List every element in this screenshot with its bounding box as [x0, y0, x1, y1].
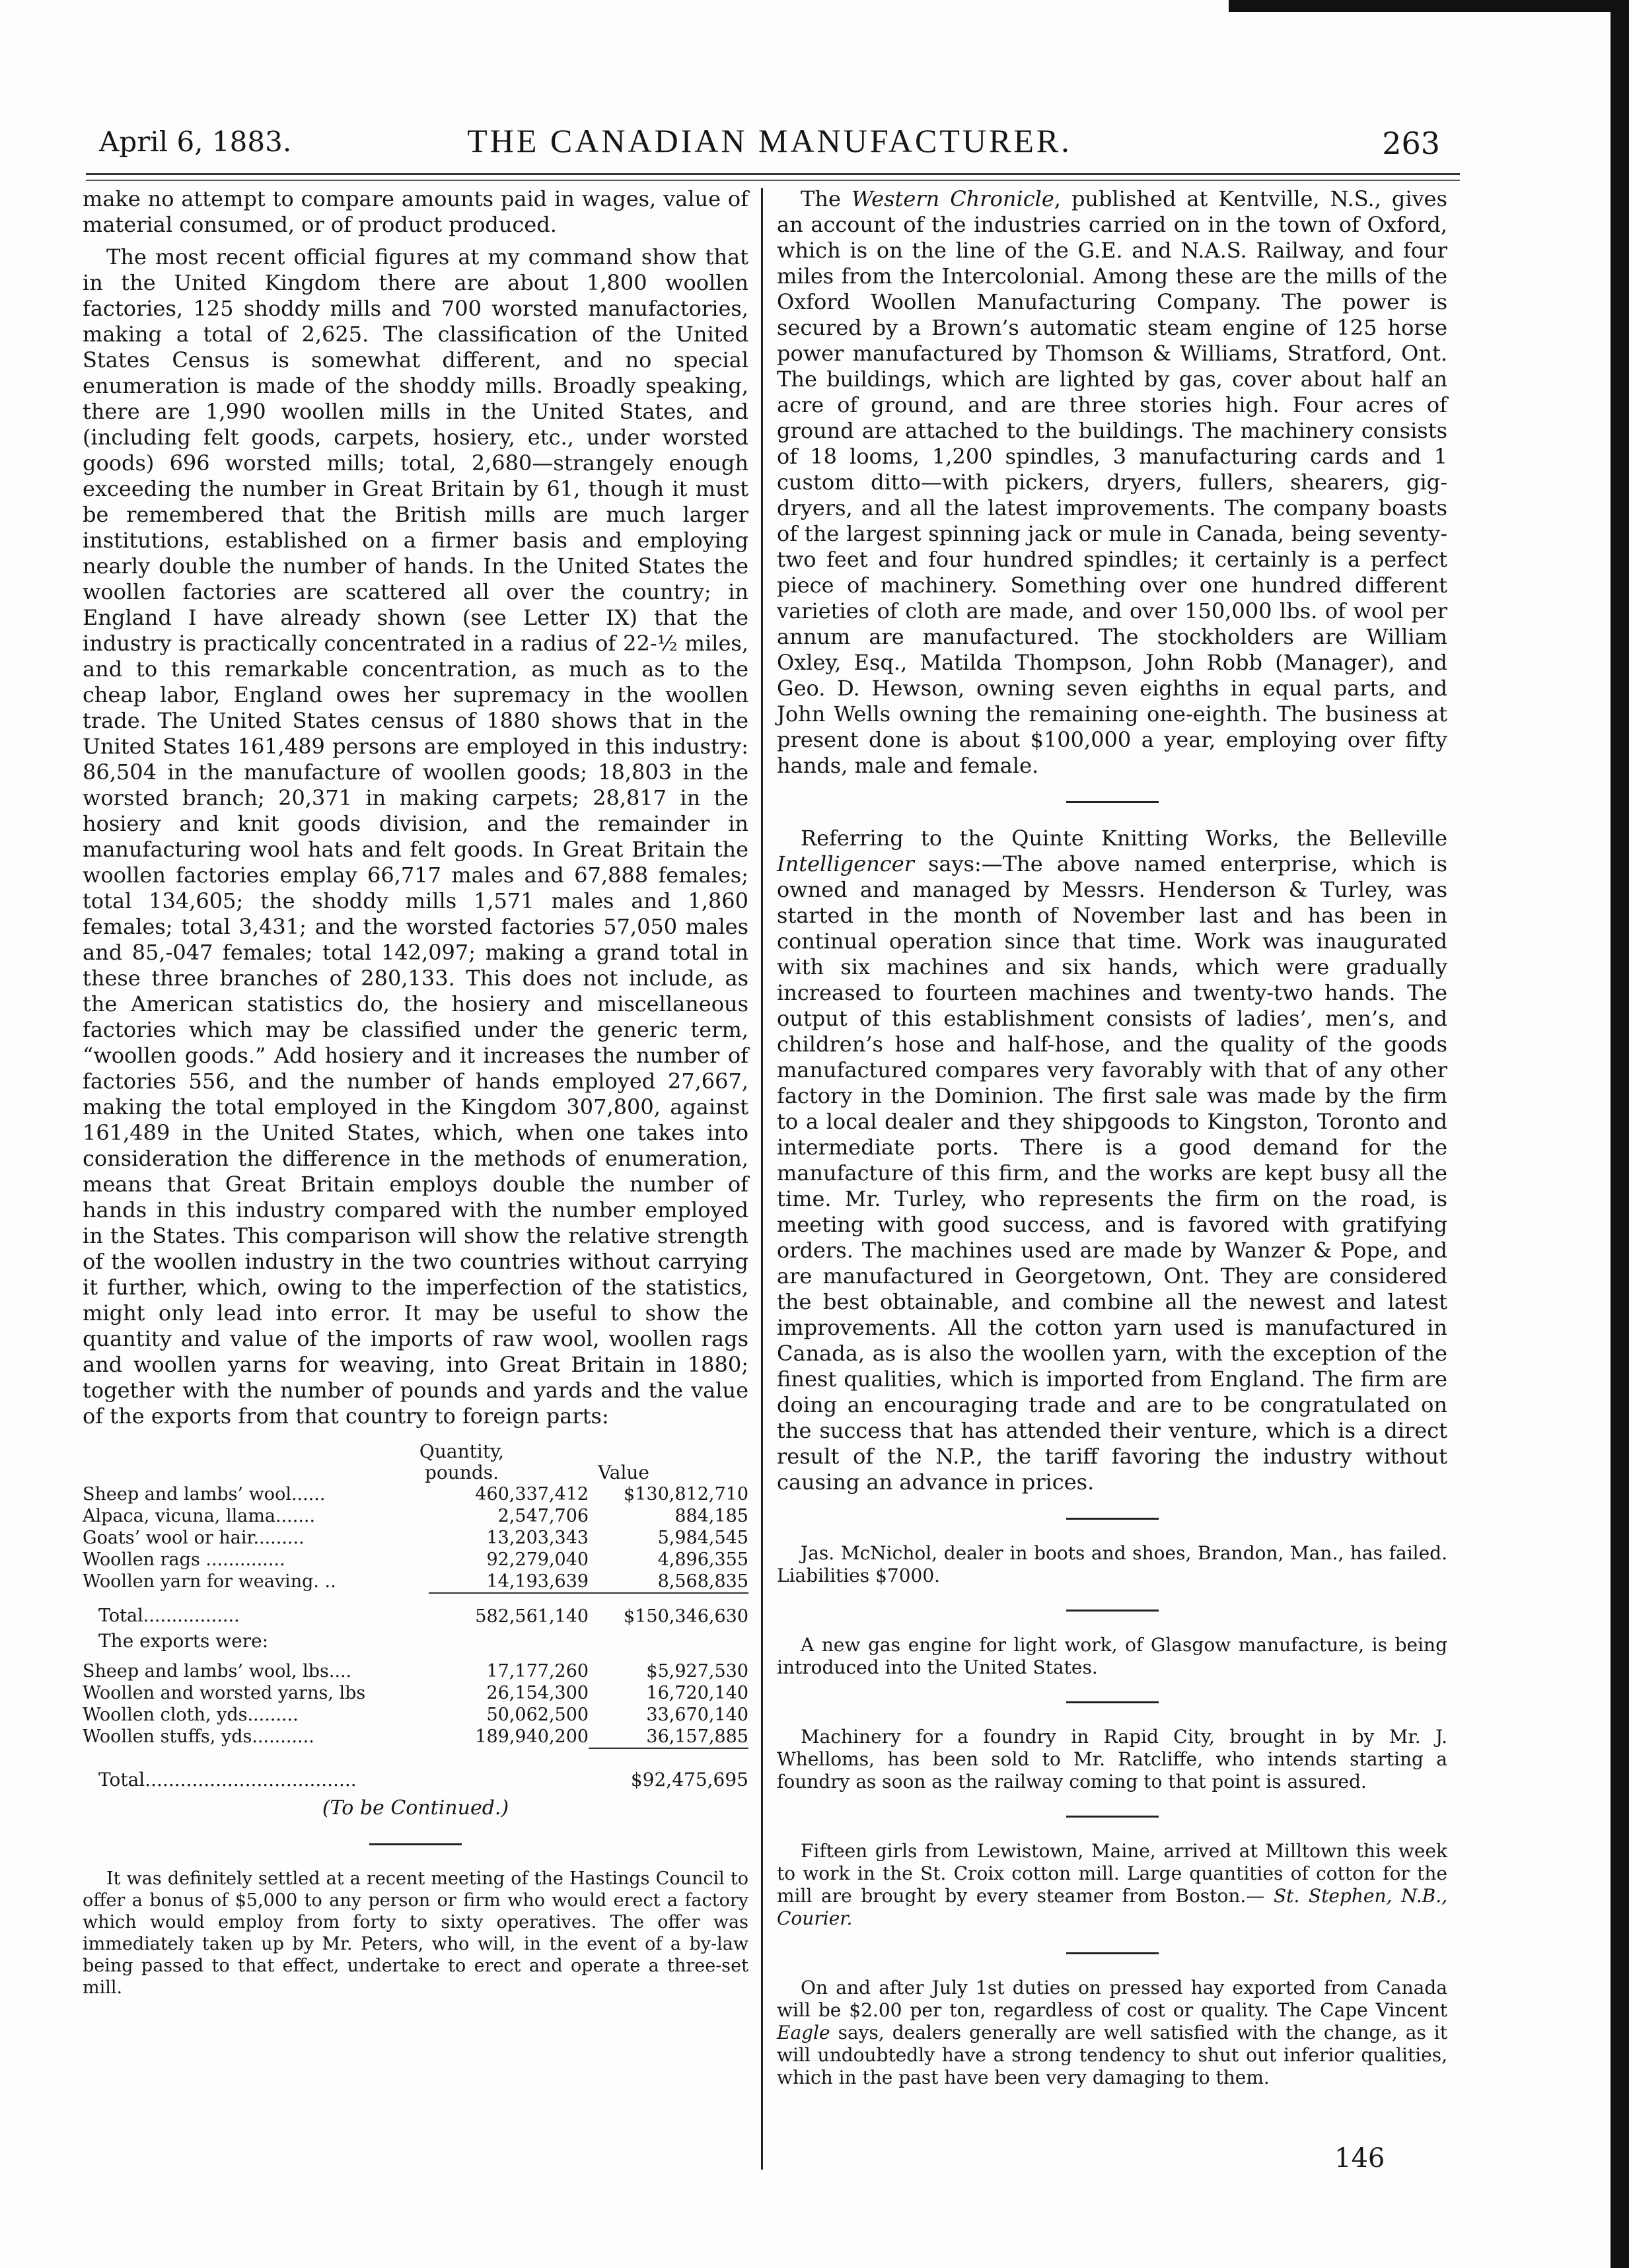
text-run: On and after July 1st duties on pressed hay exported from Canada will be $2.00 per ton, regardless of cost or quality. The Cape Vincent [777, 1977, 1447, 2021]
text-run: Fifteen girls from Lewistown, Maine, arrived at Milltown this week to work in the St. Croix cotton mill. Large quantities of cotton for the mill are brought by every steamer from Boston.— [777, 1840, 1447, 1907]
article-paragraph: Jas. McNichol, dealer in boots and shoes, Brandon, Man., has failed. Liabilities $7000. [777, 1542, 1447, 1586]
article-paragraph [777, 186, 1447, 779]
table-row [83, 1704, 748, 1726]
table-cell-value: 4,896,355 [657, 1549, 748, 1570]
value-header: Value [598, 1462, 649, 1483]
table-cell-value: 5,984,545 [657, 1528, 748, 1548]
publication-name: Intelligencer [777, 851, 914, 876]
imports-table [83, 1483, 748, 1627]
table-cell-value: 8,568,835 [589, 1571, 748, 1593]
article-paragraph: Machinery for a foundry in Rapid City, brought in by Mr. J. Whelloms, has been sold to Mr. Ratcliffe, who intends starting a foundry as soon as the railway coming to that point is assured. [777, 1726, 1447, 1792]
article-paragraph [777, 826, 1447, 1495]
section-separator [369, 1843, 462, 1845]
table-cell-value: 884,185 [674, 1506, 748, 1526]
table-row [83, 1726, 748, 1748]
article-paragraph: It was definitely settled at a recent meeting of the Hastings Council to offer a bonus of $5,000 to any person or firm who would erect a factory which would employ from forty to sixty operatives. The offer was immediately taken up by Mr. Peters, who will, in the event of a by-law being passed to that effect, undertake to erect and operate a three-set mill. [83, 1868, 748, 1998]
section-separator [1066, 1952, 1159, 1954]
publication-title: THE CANADIAN MANUFACTURER. [467, 122, 1072, 159]
page-number: 263 [1382, 125, 1440, 161]
article-paragraph: The most recent official figures at my command show that in the United Kingdom there are about 1,800 woollen factories, 125 shoddy mills and 700 worsted manufactories, making a total of 2,625. The classification of the United States Census is somewhat different, and no special enumeration is made of the shoddy mills. Broadly speaking, there are 1,990 woollen mills in the United States, and (including felt goods, carpets, hosiery, etc., under worsted goods) 696 worsted mills; total, 2,680—strangely enough exceeding the number in Great Britain by 61, though it must be remembered that the British mills are much larger institutions, established on a firmer basis and employing nearly double the number of hands. In the United States the woollen factories are scattered all over the country; in England I have already shown (see Letter IX) that the industry is practically concentrated in a radius of 22-½ miles, and to this remarkable concentration, as much as to the cheap labor, England owes her supremacy in the woollen trade. The United States census of 1880 shows that in the United States 161,489 persons are employed in this industry: 86,504 in the manufacture of woollen goods; 18,803 in the worsted branch; 20,371 in making carpets; 28,817 in the hosiery and knit goods division, and the remainder in manufacturing wool hats and felt goods. In Great Britain the woollen factories emplay 66,717 males and 67,888 females; total 134,605; the shoddy mills 1,571 males and 1,860 females; total 3,431; and the worsted factories 57,050 males and 85,-047 females; total 142,097; making a grand total in these three branches of 280,133. This does not include, as the American statistics do, the hosiery and miscellaneous factories which may be classified under the generic term, “woollen goods.” Add hosiery and it increases the number of factories 556, and the number of hands employed 27,667, making the total employed in the Kingdom 307,800, against 161,489 in the United States, which, when one takes into consideration the difference in the methods of enumeration, means that Great Britain employs double the number of hands in this industry compared with the number employed in the States. This comparison will show the relative strength of the woollen industry in the two countries without carrying it further, which, owing to the imperfection of the statistics, might only lead into error. It may be useful to show the quantity and value of the imports of raw wool, woollen rags and woollen yarns for weaving, into Great Britain in 1880; together with the number of pounds and yards and the value of the exports from that country to foreign parts: [83, 244, 748, 1429]
text-run: , published at Kentville, N.S., gives an account of the industries carried on in the town of Oxford, which is on the line of the G.E. and N.A.S. Railway, and four miles from the Intercolonial. Among these are the mills of the Oxford Woollen Manufacturing Company. The power is secured by a Brown’s automatic steam engine of 125 horse power manufactured by Thomson & Williams, Stratford, Ont. The buildings, which are lighted by gas, cover about half an acre of ground, and are three stories high. Four acres of ground are attached to the buildings. The machinery consists of 18 looms, 1,200 spindles, 3 manufacturing cards and 1 custom ditto—with pickers, dryers, fullers, shearers, gig-dryers, and all the latest improvements. The company boasts of the largest spinning jack or mule in Canada, being seventy-two feet and four hundred spindles; it certainly is a perfect piece of machinery. Something over one hundred different varieties of cloth are made, and over 150,000 lbs. of wool per annum are manufactured. The stockholders are William Oxley, Esq., Matilda Thompson, John Robb (Manager), and Geo. D. Hewson, owning seven eighths in equal parts, and John Wells owning the remaining one-eighth. The business at present done is about $100,000 a year, employing over fifty hands, male and female. [777, 186, 1448, 778]
right-column [777, 186, 1447, 2096]
table-cell-label: Sheep and lambs’ wool...... [83, 1484, 326, 1505]
table-cell-label: Woollen rags .............. [83, 1549, 285, 1570]
table-row [83, 1483, 748, 1505]
exports-table [83, 1660, 748, 1749]
table-cell-label: Woollen stuffs, yds........... [83, 1726, 314, 1747]
publication-name: Eagle [777, 2022, 830, 2043]
table-cell-qty: 50,062,500 [486, 1705, 589, 1725]
article-paragraph: make no attempt to compare amounts paid in wages, value of material consumed, or of product produced. [83, 186, 748, 237]
text-run: says, dealers generally are well satisfied with the change, as it will undoubtedly have a strong tendency to shut out inferior qualities, which in the past have been very damaging to them. [777, 2022, 1447, 2088]
table-cell-value: 16,720,140 [646, 1683, 748, 1703]
table-cell-qty: 460,337,412 [475, 1484, 589, 1505]
section-separator [1066, 1518, 1159, 1520]
table-cell-qty: 17,177,260 [486, 1661, 589, 1682]
table-row [83, 1527, 748, 1549]
table-cell-label: Total.................................... [98, 1769, 357, 1790]
table-cell-qty: 14,193,639 [429, 1571, 589, 1593]
text-run: The [801, 186, 851, 211]
header-rule-secondary [86, 180, 1460, 181]
text-run: Referring to the Quinte Knitting Works, the Belleville [801, 826, 1447, 851]
page-header [79, 119, 1460, 172]
table-cell-value: $92,475,695 [630, 1769, 748, 1790]
table-cell-value: $150,346,630 [624, 1606, 748, 1627]
table-cell-qty: 2,547,706 [497, 1506, 589, 1526]
table-cell-qty: 92,279,040 [486, 1549, 589, 1570]
table-cell-label: Goats’ wool or hair......... [83, 1528, 305, 1548]
scan-edge-top [1229, 0, 1629, 12]
table-cell-label: Sheep and lambs’ wool, lbs.... [83, 1661, 352, 1682]
article-paragraph [777, 1977, 1447, 2089]
article-paragraph [777, 1840, 1447, 1930]
folio-number: 146 [1334, 2143, 1385, 2174]
table-row [83, 1549, 748, 1571]
text-run: says:—The above named enterprise, which is owned and managed by Messrs. Henderson & Turley, was started in the month of November last and has been in continual operation since that time. Work was inaugurated with six machines and six hands, which were gradually increased to fourteen machines and twenty-two hands. The output of this establishment consists of ladies’, men’s, and children’s hose and half-hose, and the quality of the goods manufactured compares very favorably with that of any other factory in the Dominion. The first sale was made by the firm to a local dealer and they shipgoods to Kingston, Toronto and intermediate ports. There is a good demand for the manufacture of this firm, and the works are kept busy all the time. Mr. Turley, who represents the firm on the road, is meeting with good success, and is favored with gratifying orders. The machines used are made by Wanzer & Pope, and are manufactured in Georgetown, Ont. They are considered the best obtainable, and combine all the newest and latest improvements. All the cotton yarn used is manufactured in Canada, as is also the woollen yarn, with the exception of the finest qualities, which is imported from England. The firm are doing an encouraging trade and are to be congratulated on the success that has attended their venture, which is a direct result of the N.P., the tariff favoring the industry without causing an advance in prices. [777, 851, 1447, 1495]
table-cell-label: Woollen cloth, yds......... [83, 1705, 299, 1725]
quantity-header: Quantity, [419, 1440, 505, 1462]
section-separator [1066, 1701, 1159, 1703]
table-cell-value: 33,670,140 [646, 1705, 748, 1725]
table-cell-qty: 13,203,343 [486, 1528, 589, 1548]
table-cell-label: Total................. [98, 1606, 240, 1626]
table-cell-label: Alpaca, vicuna, llama....... [83, 1506, 316, 1526]
table-cell-qty: 189,940,200 [475, 1726, 589, 1747]
source-credit: St. Stephen, N.B., Courier. [777, 1885, 1448, 1929]
table-row [83, 1682, 748, 1704]
section-separator [1066, 801, 1159, 803]
publication-name: Western Chronicle [851, 186, 1054, 211]
table-cell-value: $130,812,710 [624, 1484, 748, 1505]
left-column [83, 186, 748, 2005]
header-rule [86, 173, 1460, 175]
scan-edge-right [1611, 0, 1629, 2268]
column-divider [761, 188, 763, 2170]
table-header [83, 1441, 748, 1483]
table-cell-label: Woollen yarn for weaving. .. [83, 1571, 336, 1592]
pounds-header: pounds. [424, 1462, 499, 1483]
exports-total-row [83, 1769, 748, 1791]
table-cell-value: $5,927,530 [646, 1661, 748, 1682]
table-row [83, 1571, 748, 1593]
table-row [83, 1505, 748, 1527]
section-separator [1066, 1816, 1159, 1818]
table-cell-qty: 582,561,140 [475, 1606, 589, 1627]
table-cell-label: Woollen and worsted yarns, lbs [83, 1683, 366, 1703]
table-cell-qty: 26,154,300 [486, 1683, 589, 1703]
table-cell-value: 36,157,885 [589, 1726, 748, 1748]
exports-intro: The exports were: [98, 1630, 269, 1652]
table-total-row [83, 1593, 748, 1627]
section-separator [1066, 1610, 1159, 1612]
issue-date: April 6, 1883. [99, 125, 292, 158]
article-paragraph: A new gas engine for light work, of Glasgow manufacture, is being introduced into the United States. [777, 1634, 1447, 1678]
continued-note: (To be Continued.) [322, 1796, 509, 1820]
table-row [83, 1660, 748, 1682]
